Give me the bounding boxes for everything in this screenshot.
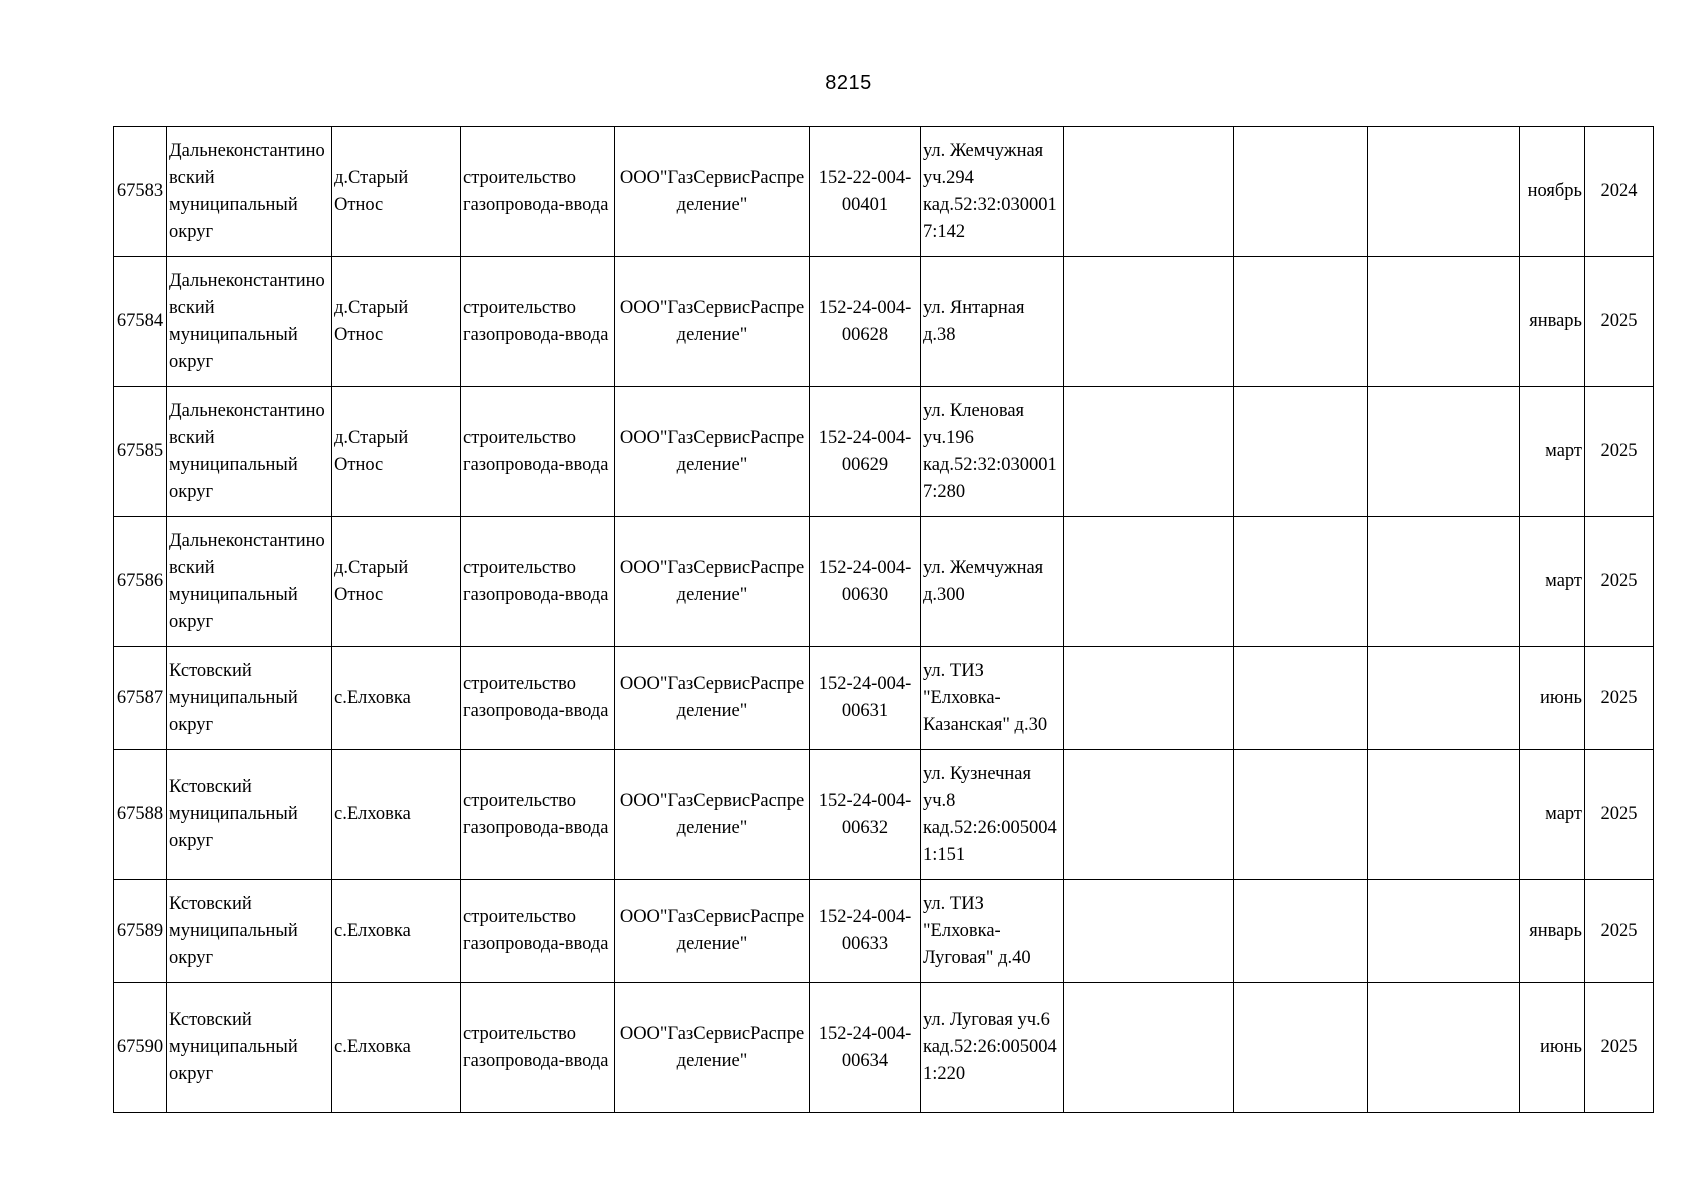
organization-cell: ООО"ГазСервисРаспределение" [615,517,810,647]
table-row [114,127,1654,257]
application-code-cell: 152-24-004-00632 [810,750,921,880]
year-cell: 2025 [1585,257,1654,387]
empty-cell [1064,983,1234,1113]
district-cell: Дальнеконстантиновский муниципальный округ [167,517,332,647]
district-cell: Кстовский муниципальный округ [167,880,332,983]
empty-cell [1064,387,1234,517]
empty-cell [1368,517,1520,647]
work-type-cell: строительство газопровода-ввода [461,387,615,517]
year-cell: 2025 [1585,647,1654,750]
month-cell: июнь [1520,983,1585,1113]
row-number-cell: 67585 [114,387,167,517]
locality-cell: д.Старый Относ [332,387,461,517]
application-code-cell: 152-24-004-00633 [810,880,921,983]
locality-cell: с.Елховка [332,647,461,750]
row-number-cell: 67588 [114,750,167,880]
work-type-cell: строительство газопровода-ввода [461,750,615,880]
application-code-cell: 152-24-004-00630 [810,517,921,647]
organization-cell: ООО"ГазСервисРаспределение" [615,127,810,257]
month-cell: март [1520,517,1585,647]
table-row [114,517,1654,647]
table-row [114,880,1654,983]
application-code-cell: 152-24-004-00634 [810,983,921,1113]
organization-cell: ООО"ГазСервисРаспределение" [615,880,810,983]
application-code-cell: 152-24-004-00628 [810,257,921,387]
empty-cell [1234,880,1368,983]
month-cell: март [1520,387,1585,517]
month-cell: ноябрь [1520,127,1585,257]
locality-cell: д.Старый Относ [332,257,461,387]
work-type-cell: строительство газопровода-ввода [461,257,615,387]
table-row [114,983,1654,1113]
address-cell: ул. Луговая уч.6 кад.52:26:0050041:220 [921,983,1064,1113]
address-cell: ул. ТИЗ "Елховка-Казанская" д.30 [921,647,1064,750]
empty-cell [1064,517,1234,647]
organization-cell: ООО"ГазСервисРаспределение" [615,647,810,750]
empty-cell [1064,750,1234,880]
address-cell: ул. Кузнечная уч.8 кад.52:26:0050041:151 [921,750,1064,880]
empty-cell [1064,127,1234,257]
table-row [114,750,1654,880]
year-cell: 2025 [1585,750,1654,880]
table-row [114,257,1654,387]
empty-cell [1368,127,1520,257]
organization-cell: ООО"ГазСервисРаспределение" [615,387,810,517]
row-number-cell: 67586 [114,517,167,647]
application-code-cell: 152-24-004-00631 [810,647,921,750]
month-cell: июнь [1520,647,1585,750]
row-number-cell: 67587 [114,647,167,750]
district-cell: Кстовский муниципальный округ [167,750,332,880]
locality-cell: с.Елховка [332,880,461,983]
year-cell: 2025 [1585,387,1654,517]
address-cell: ул. Жемчужная уч.294 кад.52:32:0300017:142 [921,127,1064,257]
work-type-cell: строительство газопровода-ввода [461,127,615,257]
address-cell: ул. Кленовая уч.196 кад.52:32:0300017:280 [921,387,1064,517]
district-cell: Кстовский муниципальный округ [167,647,332,750]
row-number-cell: 67584 [114,257,167,387]
district-cell: Дальнеконстантиновский муниципальный округ [167,257,332,387]
district-cell: Дальнеконстантиновский муниципальный округ [167,127,332,257]
application-code-cell: 152-24-004-00629 [810,387,921,517]
registry-table [113,126,1654,1113]
year-cell: 2025 [1585,517,1654,647]
year-cell: 2025 [1585,880,1654,983]
organization-cell: ООО"ГазСервисРаспределение" [615,750,810,880]
address-cell: ул. ТИЗ "Елховка-Луговая" д.40 [921,880,1064,983]
empty-cell [1234,750,1368,880]
row-number-cell: 67589 [114,880,167,983]
application-code-cell: 152-22-004-00401 [810,127,921,257]
empty-cell [1368,257,1520,387]
empty-cell [1234,127,1368,257]
empty-cell [1064,257,1234,387]
empty-cell [1234,647,1368,750]
year-cell: 2024 [1585,127,1654,257]
locality-cell: с.Елховка [332,750,461,880]
work-type-cell: строительство газопровода-ввода [461,647,615,750]
row-number-cell: 67590 [114,983,167,1113]
month-cell: январь [1520,880,1585,983]
month-cell: январь [1520,257,1585,387]
year-cell: 2025 [1585,983,1654,1113]
month-cell: март [1520,750,1585,880]
work-type-cell: строительство газопровода-ввода [461,880,615,983]
empty-cell [1064,647,1234,750]
locality-cell: д.Старый Относ [332,127,461,257]
page-number: 8215 [825,72,872,94]
empty-cell [1234,387,1368,517]
address-cell: ул. Жемчужная д.300 [921,517,1064,647]
empty-cell [1234,983,1368,1113]
empty-cell [1368,750,1520,880]
organization-cell: ООО"ГазСервисРаспределение" [615,257,810,387]
work-type-cell: строительство газопровода-ввода [461,983,615,1113]
locality-cell: д.Старый Относ [332,517,461,647]
table-row [114,387,1654,517]
work-type-cell: строительство газопровода-ввода [461,517,615,647]
empty-cell [1368,880,1520,983]
district-cell: Кстовский муниципальный округ [167,983,332,1113]
empty-cell [1064,880,1234,983]
empty-cell [1368,647,1520,750]
locality-cell: с.Елховка [332,983,461,1113]
empty-cell [1368,983,1520,1113]
empty-cell [1234,257,1368,387]
organization-cell: ООО"ГазСервисРаспределение" [615,983,810,1113]
address-cell: ул. Янтарная д.38 [921,257,1064,387]
empty-cell [1234,517,1368,647]
table-row [114,647,1654,750]
district-cell: Дальнеконстантиновский муниципальный округ [167,387,332,517]
row-number-cell: 67583 [114,127,167,257]
empty-cell [1368,387,1520,517]
